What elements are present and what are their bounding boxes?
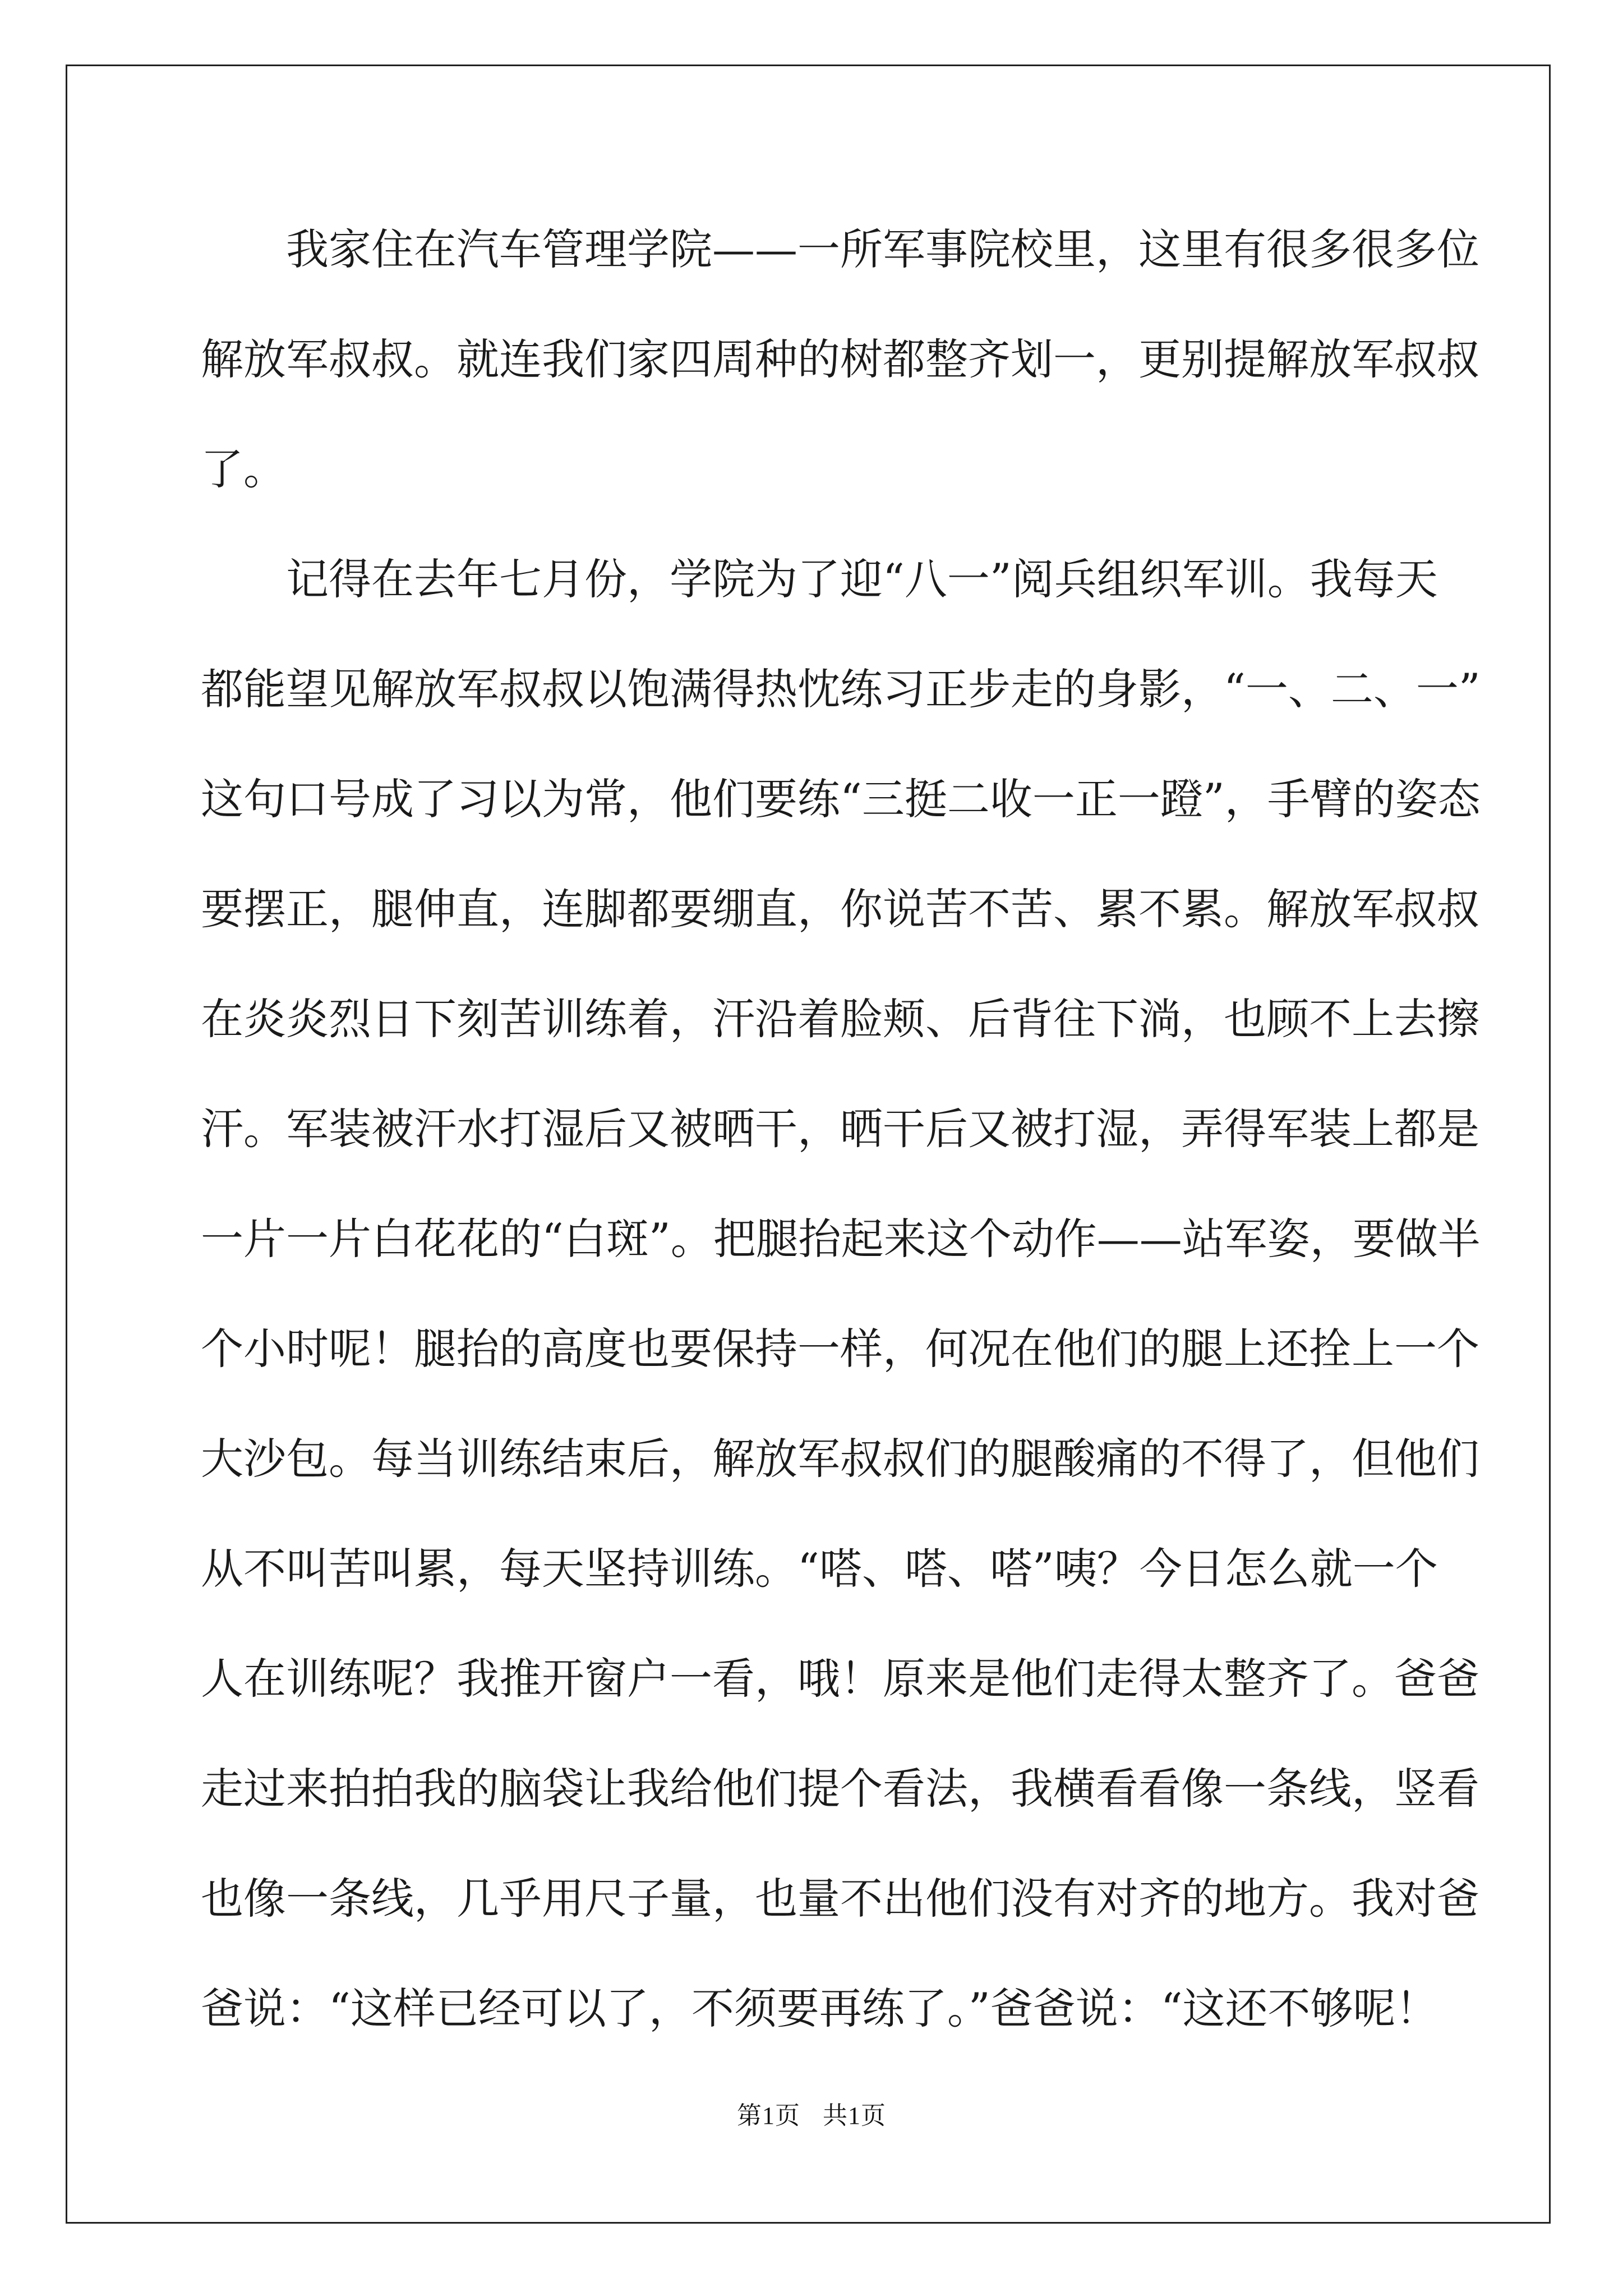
paragraph-2-line-8: 个小时呢！腿抬的高度也要保持一样，何况在他们的腿上还拴上一个 xyxy=(201,1324,1479,1374)
paragraph-2-line-11: 人在训练呢？我推开窗户一看，哦！原来是他们走得太整齐了。爸爸 xyxy=(201,1654,1479,1704)
paragraph-2-line-4: 要摆正，腿伸直，连脚都要绷直，你说苦不苦、累不累。解放军叔叔 xyxy=(201,884,1479,934)
paragraph-1-line-3: 了。 xyxy=(201,444,286,494)
page-number-label: 第1页 xyxy=(737,2102,800,2129)
page-footer xyxy=(0,2095,1623,2131)
paragraph-1-line-1: 我家住在汽车管理学院——一所军事院校里，这里有很多很多位 xyxy=(286,224,1479,274)
paragraph-2-line-12: 走过来拍拍我的脑袋让我给他们提个看法，我横看看像一条线，竖看 xyxy=(201,1764,1479,1814)
paragraph-2-line-13: 也像一条线，几乎用尺子量，也量不出他们没有对齐的地方。我对爸 xyxy=(201,1874,1479,1924)
paragraph-2-line-6: 汗。军装被汗水打湿后又被晒干，晒干后又被打湿，弄得军装上都是 xyxy=(201,1104,1479,1154)
paragraph-2-line-3: 这句口号成了习以为常，他们要练“三挺二收一正一蹬”，手臂的姿态 xyxy=(201,774,1481,824)
document-body xyxy=(201,219,1481,2088)
paragraph-2-line-9: 大沙包。每当训练结束后，解放军叔叔们的腿酸痛的不得了，但他们 xyxy=(201,1434,1479,1484)
paragraph-2-line-1: 记得在去年七月份，学院为了迎“八一”阅兵组织军训。我每天 xyxy=(286,554,1438,604)
paragraph-2-line-14: 爸说：“这样已经可以了，不须要再练了。”爸爸说：“这还不够呢！ xyxy=(201,1984,1438,2033)
paragraph-2-line-5: 在炎炎烈日下刻苦训练着，汗沿着脸颊、后背往下淌，也顾不上去擦 xyxy=(201,994,1479,1044)
paragraph-1-line-2: 解放军叔叔。就连我们家四周种的树都整齐划一，更别提解放军叔叔 xyxy=(201,334,1479,384)
paragraph-2-line-7: 一片一片白花花的“白斑”。把腿抬起来这个动作——站军姿，要做半 xyxy=(201,1214,1481,1264)
paragraph-2-line-10: 从不叫苦叫累，每天坚持训练。“嗒、嗒、嗒”咦？今日怎么就一个 xyxy=(201,1544,1438,1594)
total-pages-label: 共1页 xyxy=(823,2102,886,2129)
paragraph-2-line-2: 都能望见解放军叔叔以饱满得热忱练习正步走的身影，“一、二、一” xyxy=(201,664,1481,714)
